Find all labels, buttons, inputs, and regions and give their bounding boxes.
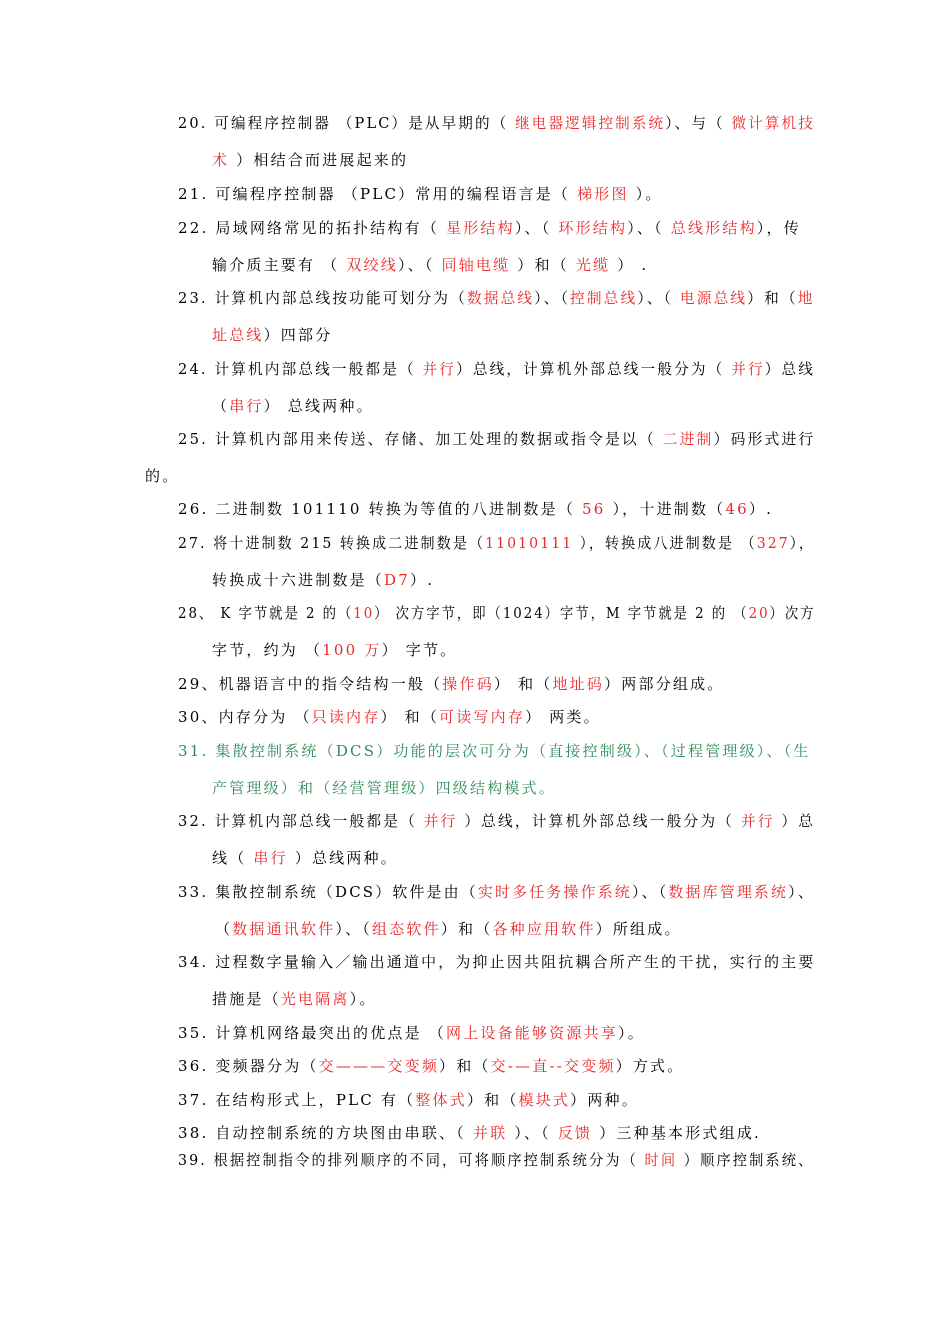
question-text: ）、与（ [665, 114, 732, 132]
answer-text: 实时多任务操作系统 [477, 883, 632, 901]
question-text: ），十进制数（ [605, 500, 726, 518]
question-text: ）方式。 [615, 1057, 685, 1075]
question-text: 30、内存分为 （ [178, 708, 312, 726]
highlighted-text: 产管理级）和（经营管理级）四级结构模式。 [212, 779, 557, 797]
answer-text: 环形结构 [558, 219, 628, 237]
answer-text: 整体式 [415, 1091, 467, 1109]
question-26 [178, 499, 773, 519]
question-23-line-1 [178, 288, 815, 308]
question-text: ）和（ [747, 289, 798, 307]
answer-text: 址总线 [212, 326, 264, 344]
question-text: ）总线，计算机外部总线一般分为（ [456, 360, 732, 378]
answer-text: 并行 [731, 360, 765, 378]
answer-text: 组态软件 [372, 920, 441, 938]
question-text: 28、 K 字节就是 2 的（ [178, 604, 354, 622]
question-text: ）总 [774, 812, 816, 830]
question-text: ）和（ [510, 256, 576, 274]
question-text: ）、（ [514, 219, 559, 237]
question-24-line-1 [178, 359, 815, 379]
question-32-line-2 [212, 848, 398, 868]
answer-text: 并联 [472, 1124, 508, 1142]
answer-text: 时间 [644, 1151, 678, 1169]
question-20-line-1 [178, 113, 815, 133]
question-text: 38. 自动控制系统的方块图由串联、（ [178, 1124, 473, 1142]
answer-text: 只读内存 [311, 708, 381, 726]
question-text: （ [215, 920, 233, 938]
answer-text: 光电隔离 [280, 990, 350, 1008]
answer-text: 梯形图 [577, 185, 629, 203]
question-31-line-2 [212, 778, 556, 798]
question-34-line-2 [212, 989, 377, 1009]
question-text: ） 总线两种。 [263, 397, 374, 415]
question-text: ）. [410, 571, 435, 589]
question-text: ） . [610, 256, 649, 274]
answer-text: 串行 [229, 397, 264, 415]
answer-text: 56 [582, 500, 606, 518]
answer-text: 交-—直--交变频 [490, 1057, 616, 1075]
question-36 [178, 1056, 684, 1076]
answer-text: 串行 [253, 849, 288, 867]
question-38 [178, 1123, 761, 1143]
answer-text: 同轴电缆 [441, 256, 511, 274]
answer-text: 控制总线 [570, 289, 638, 307]
question-text: ）总线两种。 [287, 849, 398, 867]
question-text: ）。 [349, 990, 377, 1008]
question-text: ）。 [618, 1024, 645, 1042]
question-25-line-2 [145, 466, 179, 486]
question-text: ）四部分 [263, 326, 333, 344]
answer-text: 11010111 [485, 534, 574, 552]
answer-text: 二进制 [662, 430, 714, 448]
question-25-line-1 [178, 429, 815, 449]
answer-text: 地 [797, 289, 815, 307]
question-text: ） 和（ [493, 675, 553, 693]
question-text: ）， [789, 534, 816, 552]
highlighted-text: 31. 集散控制系统（DCS）功能的层次可分为（直接控制级）、（过程管理级）、（生 [178, 742, 811, 760]
question-text: ）次方 [769, 604, 816, 622]
question-28-line-1 [178, 603, 815, 623]
question-27-line-1 [178, 533, 815, 553]
answer-text: 数据库管理系统 [668, 883, 789, 901]
answer-text: 模块式 [518, 1091, 571, 1109]
question-text: 25. 计算机内部用来传送、存储、加工处理的数据或指令是以（ [178, 430, 663, 448]
question-22-line-1 [178, 218, 801, 238]
question-30 [178, 707, 601, 727]
question-39 [178, 1150, 814, 1170]
question-text: ）总线 [764, 360, 816, 378]
question-text: 27. 将十进制数 215 转换成二进制数是（ [178, 534, 486, 552]
question-text: ），传 [756, 219, 801, 237]
question-text: 26. 二进制数 101110 转换为等值的八进制数是（ [178, 500, 582, 518]
question-text: ）顺序控制系统、 [677, 1151, 815, 1169]
question-text: ）两种。 [570, 1091, 639, 1109]
question-text: ） 次方字节，即（1024）字节，M 字节就是 2 的 （ [374, 604, 749, 622]
answer-text: 并行 [422, 360, 457, 378]
question-text: ） 两类。 [525, 708, 601, 726]
answer-text: 操作码 [442, 675, 494, 693]
answer-text: 100 万 [322, 641, 382, 659]
answer-text: 双绞线 [346, 256, 398, 274]
question-text: ）和（ [466, 1091, 519, 1109]
question-text: 线（ [212, 849, 254, 867]
answer-text: 各种应用软件 [492, 920, 596, 938]
question-text: ）和（ [440, 920, 493, 938]
answer-text: 327 [756, 534, 790, 552]
question-text: ）总线，计算机外部总线一般分为（ [457, 812, 741, 830]
question-24-line-2 [212, 396, 374, 416]
answer-text: 电源总线 [679, 289, 748, 307]
question-text: ）. [748, 500, 774, 518]
answer-text: 继电器逻辑控制系统 [515, 114, 666, 132]
answer-text: 数据总线 [466, 289, 535, 307]
question-text: ）三种基本形式组成. [592, 1124, 762, 1142]
question-text: 33. 集散控制系统（DCS）软件是由（ [178, 883, 478, 901]
question-text: ）、（ [507, 1124, 558, 1142]
question-text: ） 和（ [380, 708, 440, 726]
answer-text: 可读写内存 [439, 708, 526, 726]
answer-text: 光缆 [575, 256, 611, 274]
answer-text: 反馈 [557, 1124, 593, 1142]
question-text: 36. 变频器分为（ [178, 1057, 319, 1075]
question-33-line-1 [178, 882, 815, 902]
question-text: 输介质主要有 （ [212, 256, 347, 274]
answer-text: 46 [725, 500, 749, 518]
question-37 [178, 1090, 639, 1110]
question-text: ）、（ [335, 920, 373, 938]
question-text: ）相结合而进展起来的 [229, 151, 409, 169]
answer-text: 数据通讯软件 [232, 920, 336, 938]
question-text: 39. 根据控制指令的排列顺序的不同，可将顺序控制系统分为（ [178, 1151, 645, 1169]
question-text: ）和（ [439, 1057, 491, 1075]
question-22-line-2 [212, 255, 648, 275]
question-text: ）、（ [534, 289, 571, 307]
question-text: ）。 [628, 185, 663, 203]
answer-text: 交———交变频 [318, 1057, 440, 1075]
question-text: 37. 在结构形式上，PLC 有（ [178, 1091, 416, 1109]
question-text: ）码形式进行 [713, 430, 816, 448]
question-text: 20. 可编程序控制器 （PLC）是从早期的（ [178, 114, 516, 132]
answer-text: 10 [353, 604, 375, 622]
question-text: ）、（ [397, 256, 442, 274]
question-text: ），转换成八进制数是 （ [573, 534, 757, 552]
question-31-line-1 [178, 741, 811, 761]
question-text: 23. 计算机内部总线按功能可划分为（ [178, 289, 467, 307]
question-text: ）所组成。 [595, 920, 682, 938]
answer-text: 20 [748, 604, 770, 622]
question-text: ）、（ [637, 289, 680, 307]
answer-text: 地址码 [552, 675, 605, 693]
question-21 [178, 184, 663, 204]
answer-text: 网上设备能够资源共享 [446, 1024, 619, 1042]
question-text: 字节，约为 （ [212, 641, 323, 659]
question-35 [178, 1023, 645, 1043]
question-text: 29、机器语言中的指令结构一般（ [178, 675, 443, 693]
question-text: 24. 计算机内部总线一般都是（ [178, 360, 423, 378]
question-23-line-2 [212, 325, 332, 345]
answer-text: 星形结构 [446, 219, 515, 237]
question-text: ）、 [788, 883, 815, 901]
question-text: ）、（ [631, 883, 669, 901]
question-text: 的。 [145, 467, 180, 485]
question-text: ）、（ [627, 219, 671, 237]
question-text: 措施是（ [212, 990, 281, 1008]
question-27-line-2 [212, 570, 434, 590]
question-text: 转换成十六进制数是（ [212, 571, 385, 589]
question-20-line-2 [212, 150, 408, 170]
answer-text: D7 [384, 571, 410, 589]
question-text: 35. 计算机网络最突出的优点是 （ [178, 1024, 446, 1042]
answer-text: 并行 [740, 812, 775, 830]
answer-text: 术 [212, 151, 230, 169]
question-text: 22. 局域网络常见的拓扑结构有（ [178, 219, 446, 237]
question-34-line-1 [178, 952, 816, 972]
question-28-line-2 [212, 640, 457, 660]
question-32-line-1 [178, 811, 815, 831]
question-text: 34. 过程数字量输入／输出通道中，为抑止因共阻抗耦合所产生的干扰，实行的主要 [178, 953, 816, 971]
question-text: 32. 计算机内部总线一般都是（ [178, 812, 424, 830]
question-text: ）两部分组成。 [604, 675, 725, 693]
question-33-line-2 [215, 919, 682, 939]
question-29 [178, 674, 725, 694]
question-text: ） 字节。 [381, 641, 458, 659]
question-text: 21. 可编程序控制器 （PLC）常用的编程语言是（ [178, 185, 578, 203]
answer-text: 微计算机技 [731, 114, 815, 132]
answer-text: 并行 [423, 812, 458, 830]
answer-text: 总线形结构 [670, 219, 757, 237]
question-text: （ [212, 397, 230, 415]
